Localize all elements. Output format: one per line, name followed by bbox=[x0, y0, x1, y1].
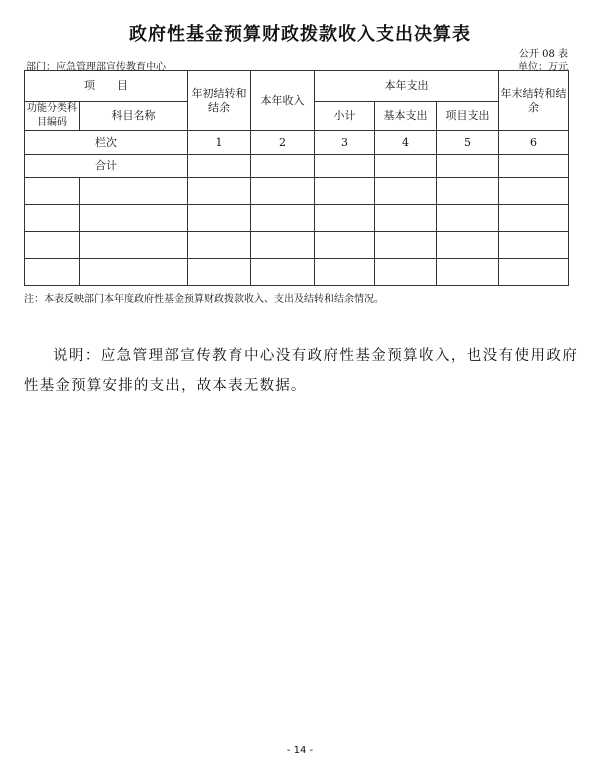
table-row bbox=[25, 205, 569, 232]
explanation-paragraph: 说明：应急管理部宣传教育中心没有政府性基金预算收入，也没有使用政府性基金预算安排的支出，故本表无数据。 bbox=[24, 348, 578, 394]
header-subject-name: 科目名称 bbox=[80, 102, 188, 131]
table-cell bbox=[375, 232, 437, 259]
table-note: 注：本表反映部门本年度政府性基金预算财政拨款收入、支出及结转和结余情况。 bbox=[24, 294, 384, 305]
table-cell bbox=[188, 259, 251, 286]
table-cell bbox=[437, 178, 499, 205]
header-end-balance: 年末结转和结余 bbox=[499, 71, 569, 131]
table-cell bbox=[499, 178, 569, 205]
table-cell bbox=[437, 155, 499, 178]
index-col: 5 bbox=[437, 131, 499, 155]
table-cell bbox=[251, 155, 315, 178]
table-cell bbox=[25, 259, 80, 286]
page-number: - 14 - bbox=[286, 745, 314, 756]
total-label: 合计 bbox=[25, 155, 188, 178]
budget-table bbox=[24, 70, 569, 286]
table-cell bbox=[375, 155, 437, 178]
table-cell bbox=[80, 178, 188, 205]
table-cell bbox=[499, 155, 569, 178]
table-cell bbox=[25, 232, 80, 259]
table-cell bbox=[251, 205, 315, 232]
header-subtotal: 小计 bbox=[315, 102, 375, 131]
table-cell bbox=[188, 205, 251, 232]
table-cell bbox=[437, 232, 499, 259]
header-row-1 bbox=[25, 71, 569, 102]
table-row bbox=[25, 232, 569, 259]
index-col: 1 bbox=[188, 131, 251, 155]
table-cell bbox=[80, 232, 188, 259]
index-label: 栏次 bbox=[25, 131, 188, 155]
header-expense-group: 本年支出 bbox=[315, 71, 499, 102]
table-cell bbox=[437, 259, 499, 286]
table-cell bbox=[437, 205, 499, 232]
table-cell bbox=[375, 205, 437, 232]
table-cell bbox=[315, 259, 375, 286]
table-cell bbox=[188, 232, 251, 259]
total-row bbox=[25, 155, 569, 178]
index-col: 4 bbox=[375, 131, 437, 155]
table-cell bbox=[80, 205, 188, 232]
header-project: 项目支出 bbox=[437, 102, 499, 131]
index-col: 3 bbox=[315, 131, 375, 155]
table-cell bbox=[188, 155, 251, 178]
index-col: 2 bbox=[251, 131, 315, 155]
table-cell bbox=[499, 205, 569, 232]
table-cell bbox=[375, 259, 437, 286]
header-basic: 基本支出 bbox=[375, 102, 437, 131]
page-title: 政府性基金预算财政拨款收入支出决算表 bbox=[129, 24, 471, 45]
table-cell bbox=[80, 259, 188, 286]
index-col: 6 bbox=[499, 131, 569, 155]
table-cell bbox=[188, 178, 251, 205]
header-income: 本年收入 bbox=[251, 71, 315, 131]
table-cell bbox=[251, 232, 315, 259]
form-number: 公开 08 表 bbox=[518, 49, 568, 60]
table-cell bbox=[499, 259, 569, 286]
table-cell bbox=[251, 178, 315, 205]
header-begin-balance: 年初结转和结余 bbox=[188, 71, 251, 131]
table-cell bbox=[251, 259, 315, 286]
table-row bbox=[25, 259, 569, 286]
table-cell bbox=[315, 232, 375, 259]
table-cell bbox=[315, 205, 375, 232]
table-cell bbox=[25, 178, 80, 205]
header-item: 项 目 bbox=[25, 71, 188, 102]
table-cell bbox=[315, 178, 375, 205]
department-label: 部门：应急管理部宣传教育中心 bbox=[26, 62, 166, 73]
unit-label: 单位：万元 bbox=[518, 62, 568, 73]
table-row bbox=[25, 178, 569, 205]
table-cell bbox=[499, 232, 569, 259]
table-cell bbox=[375, 178, 437, 205]
header-func-code: 功能分类科目编码 bbox=[25, 102, 80, 131]
index-row bbox=[25, 131, 569, 155]
table-cell bbox=[25, 205, 80, 232]
table-cell bbox=[315, 155, 375, 178]
